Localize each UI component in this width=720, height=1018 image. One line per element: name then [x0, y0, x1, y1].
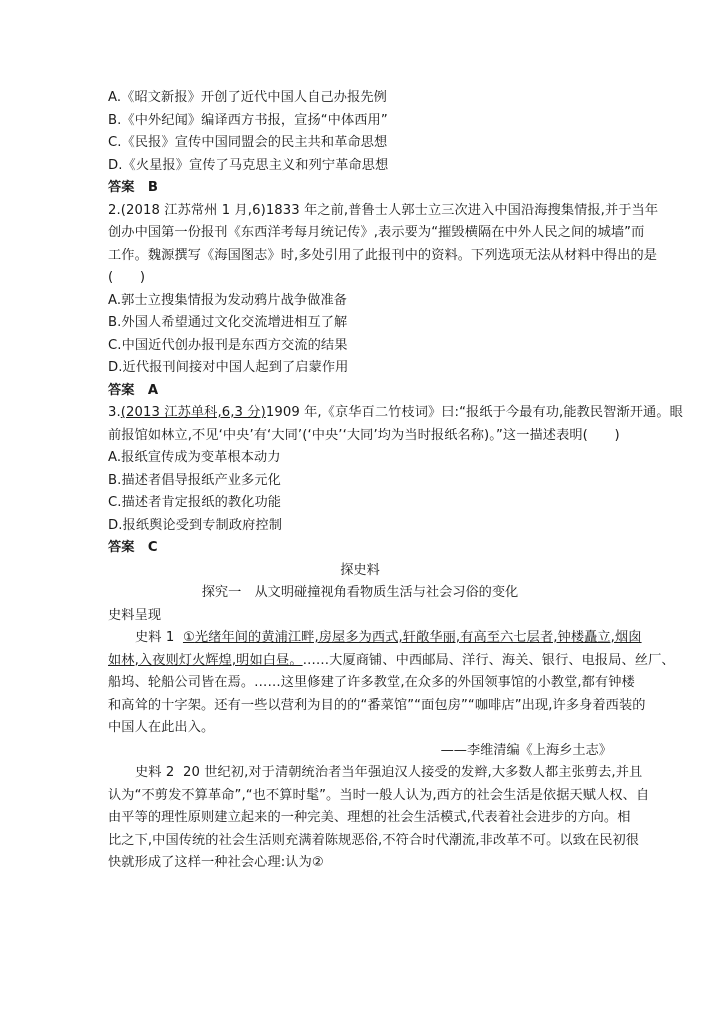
material-1-text-2b: ……大厦商铺、中西邮局、洋行、海关、银行、电报局、丝厂、: [302, 653, 675, 668]
materials-heading: 史料呈现: [108, 608, 162, 623]
q2-stem-line-1: 2.(2018 江苏常州 1 月,6)1833 年之前,普鲁士人郭士立三次进入中国沿海搜集情报,并于当年: [108, 203, 659, 218]
material-2-text-1: 20 世纪初,对于清朝统治者当年强迫汉人接受的发辫,大多数人都主张剪去,并且: [182, 765, 643, 780]
q2-stem-line-4: ( ): [108, 270, 146, 285]
q1-option-b: B.《中外纪闻》编译西方书报，宣扬“中体西用”: [108, 113, 388, 128]
material-1-marker: ①: [182, 630, 195, 645]
material-1-line-5: 中国人在此出入。: [108, 720, 215, 735]
section-subtitle: 探究一 从文明碰撞视角看物质生活与社会习俗的变化: [201, 585, 519, 600]
q1-option-d: D.《火星报》宣传了马克思主义和列宁革命思想: [108, 158, 389, 173]
material-1-line-2: [108, 652, 675, 670]
material-2-line-2: 认为“不剪发不算革命”,“也不算时髦”。当时一般人认为,西方的社会生活是依据天赋人权、自: [108, 788, 650, 803]
q1-option-c: C.《民报》宣传中国同盟会的民主共和革命思想: [108, 135, 388, 150]
material-1-text-2a: 如林,入夜则灯火辉煌,明如白昼。: [108, 653, 303, 668]
q1-answer: 答案 B: [108, 180, 159, 195]
material-2-line-5: [108, 854, 324, 872]
q1-option-a: A.《昭文新报》开创了近代中国人自己办报先例: [108, 90, 387, 105]
material-2-label: 史料 2: [135, 765, 175, 780]
q2-answer: 答案 A: [108, 383, 159, 398]
material-1-attribution: ——李维清编《上海乡土志》: [440, 743, 612, 758]
material-2-marker: ②: [311, 855, 324, 870]
q2-option-a: A.郭士立搜集情报为发动鸦片战争做准备: [108, 293, 348, 308]
section-title: 探史料: [340, 563, 380, 578]
q3-option-d: D.报纸舆论受到专制政府控制: [108, 518, 282, 533]
q3-stem-line-1: [108, 404, 683, 422]
q3-option-c: C.描述者肯定报纸的教化功能: [108, 495, 282, 510]
q2-option-c: C.中国近代创办报刊是东西方交流的结果: [108, 338, 348, 353]
material-2-text-5: 快就形成了这样一种社会心理:认为: [108, 855, 312, 870]
material-1-line-4: 和高耸的十字架。还有一些以营利为目的的“番菜馆”“面包房”“咖啡店”出现,许多身着西装的: [108, 698, 646, 713]
q3-stem-line-2: 前报馆如林立,不见‘中央’有‘大同’(‘中央’‘大同’均为当时报纸名称)。”这一描述表明( ): [108, 428, 620, 443]
q3-source-link[interactable]: (2013 江苏单科,6,3 分): [120, 405, 266, 420]
q3-option-a: A.报纸宣传成为变革根本动力: [108, 450, 281, 465]
q2-stem-line-2: 创办中国第一份报刊《东西洋考每月统记传》,表示要为“摧毁横隔在中外人民之间的城墙”而: [108, 225, 645, 240]
q3-stem-text: 1909 年,《京华百二竹枝词》曰:“报纸于今最有功,能教民智渐开通。眼: [265, 405, 683, 420]
q3-number: 3.: [108, 405, 121, 420]
material-2-line-1: [135, 764, 642, 782]
material-1-line-3: 船坞、轮船公司皆在焉。……这里修建了许多教堂,在众多的外国领事馆的小教堂,都有钟楼: [108, 675, 635, 690]
q2-option-b: B.外国人希望通过文化交流增进相互了解: [108, 315, 348, 330]
q2-option-d: D.近代报刊间接对中国人起到了启蒙作用: [108, 360, 349, 375]
q2-stem-line-3: 工作。魏源撰写《海国图志》时,多处引用了此报刊中的资料。下列选项无法从材料中得出的是: [108, 248, 658, 263]
q3-option-b: B.描述者倡导报纸产业多元化: [108, 473, 281, 488]
material-1-label: 史料 1: [135, 630, 175, 645]
material-2-line-4: 比之下,中国传统的社会生活则充满着陈规恶俗,不符合时代潮流,非改革不可。以致在民初很: [108, 833, 640, 848]
material-1-text-1: 光绪年间的黄浦江畔,房屋多为西式,轩敞华丽,有高至六七层者,钟楼矗立,烟囱: [194, 630, 642, 645]
material-2-line-3: 由平等的理性原则建立起来的一种完美、理想的社会生活模式,代表着社会进步的方向。相: [108, 810, 631, 825]
material-1-line-1: [135, 629, 642, 647]
q3-answer: 答案 C: [108, 540, 158, 555]
